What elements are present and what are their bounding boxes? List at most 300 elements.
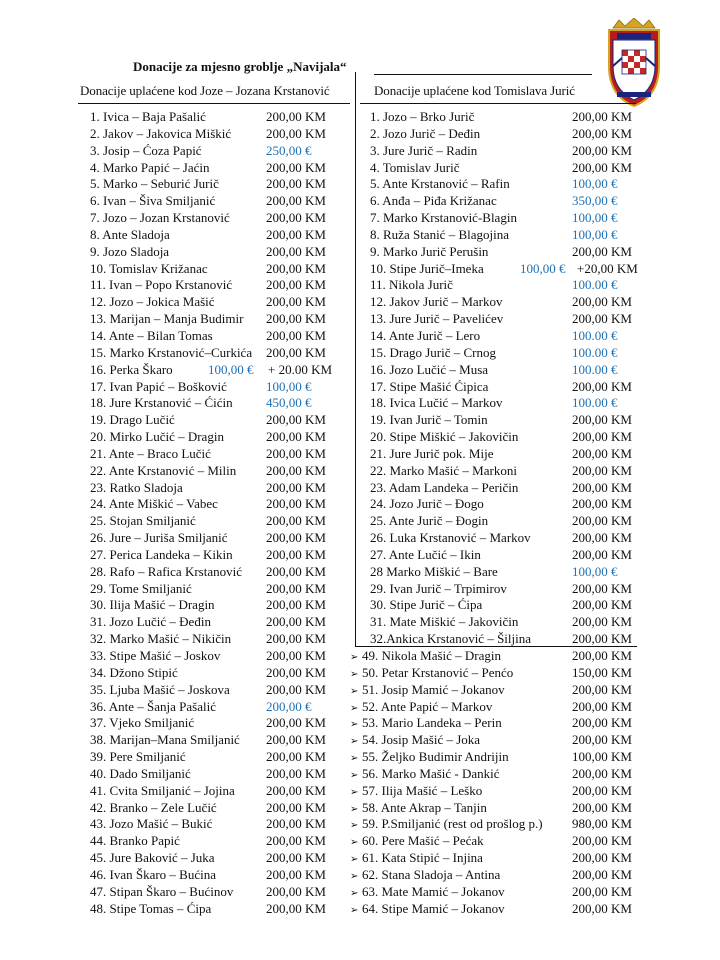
donor-name: 30. Stipe Jurič – Ćipa <box>370 597 483 613</box>
donor-name: 38. Marijan–Mana Smiljanić <box>90 732 240 748</box>
donor-name: 26. Jure – Juriša Smiljanić <box>90 530 228 546</box>
donor-name: 9. Jozo Sladoja <box>90 243 170 259</box>
list-item <box>90 766 356 783</box>
list-item <box>370 160 638 177</box>
list-item <box>370 513 638 530</box>
donor-name: ➢ 54. Josip Mašić – Joka <box>350 732 480 751</box>
donation-amount: 200,00 KM <box>572 243 632 259</box>
right-donation-list <box>370 109 638 648</box>
arrow-bullet-icon: ➢ <box>350 685 359 697</box>
donation-amount: 200,00 KM <box>572 883 632 899</box>
list-item <box>350 816 638 833</box>
donation-amount: 200,00 KM <box>266 648 326 663</box>
donor-name: 35. Ljuba Mašić – Joskova <box>90 681 230 697</box>
donation-extra-amount: + 20.00 KM <box>268 361 333 377</box>
donor-name: 25. Stojan Smiljanić <box>90 513 196 529</box>
list-item <box>370 210 638 227</box>
donation-amount: 200,00 KM <box>266 597 326 613</box>
right-column-header: Donacije uplaćene kod Tomislava Jurić <box>374 83 575 98</box>
list-item <box>90 648 356 665</box>
donor-name: 6. Ivan – Šiva Smiljanić <box>90 193 216 209</box>
list-item <box>370 193 638 210</box>
list-item <box>90 597 356 614</box>
list-item <box>370 631 638 648</box>
list-item <box>350 800 638 817</box>
donation-amount: 100,00 € <box>572 210 618 226</box>
donation-amount: 200,00 KM <box>266 749 326 765</box>
list-item <box>90 261 356 278</box>
donation-amount: 200,00 KM <box>572 631 632 647</box>
donation-amount: 200,00 KM <box>266 681 326 697</box>
donation-amount: 200,00 KM <box>572 681 632 697</box>
donor-name: 9. Marko Jurič Perušin <box>370 243 489 259</box>
donation-amount: 200,00 KM <box>266 732 326 748</box>
list-item <box>90 412 356 429</box>
donation-amount: 200,00 KM <box>266 462 326 478</box>
arrow-bullet-icon: ➢ <box>350 719 359 731</box>
list-item <box>370 345 638 362</box>
donation-amount: 200,00 KM <box>572 546 632 562</box>
donation-amount: 100.00 € <box>572 361 618 377</box>
donation-amount: 200,00 KM <box>266 412 326 428</box>
donor-name: 31. Mate Miškić – Jakovičin <box>370 614 519 630</box>
list-item <box>370 261 638 278</box>
donor-name: 19. Drago Lučić <box>90 412 175 428</box>
donor-name: ➢ 52. Ante Papić – Markov <box>350 699 492 718</box>
list-item <box>90 244 356 261</box>
donor-name: 15. Drago Jurič – Crnog <box>370 344 497 360</box>
donor-name: 4. Tomislav Jurič <box>370 159 460 175</box>
donation-amount: 200,00 KM <box>572 159 632 175</box>
donor-name: 45. Jure Baković – Juka <box>90 850 215 866</box>
donor-name: 33. Stipe Mašić – Joskov <box>90 648 221 663</box>
donor-name: 44. Branko Papić <box>90 833 180 849</box>
donation-amount: 200,00 KM <box>572 698 632 714</box>
donor-name: 17. Ivan Papić – Bošković <box>90 378 227 394</box>
list-item <box>90 345 356 362</box>
donor-name: 34. Džono Stipić <box>90 664 178 680</box>
donation-amount: 200,00 KM <box>572 732 632 748</box>
list-item <box>350 833 638 850</box>
donation-amount: 200,00 KM <box>572 125 632 141</box>
donor-name: 23. Adam Landeka – Peričin <box>370 479 519 495</box>
donor-name: 29. Tome Smiljanić <box>90 580 192 596</box>
list-item <box>370 362 638 379</box>
donation-amount: 200,00 KM <box>572 530 632 546</box>
left-header-rule <box>78 103 350 104</box>
donor-name: ➢ 64. Stipe Mamić – Jokanov <box>350 901 505 920</box>
list-item <box>90 480 356 497</box>
donation-amount: 200,00 KM <box>266 260 326 276</box>
donation-amount: 100,00 € <box>266 378 312 394</box>
donation-amount: 200,00 KM <box>266 226 326 242</box>
donor-name: 28 Marko Miškić – Bare <box>370 563 498 579</box>
donation-amount: 200,00 KM <box>572 765 632 781</box>
donor-name: 8. Ruža Stanić – Blagojina <box>370 226 510 242</box>
list-item <box>90 816 356 833</box>
donor-name: 4. Marko Papić – Jaćin <box>90 159 210 175</box>
donor-name: 29. Ivan Jurič – Trpimirov <box>370 580 507 596</box>
donor-name: ➢ 57. Ilija Mašić – Leško <box>350 783 482 802</box>
list-item <box>90 783 356 800</box>
donor-name: 24. Jozo Jurič – Đogo <box>370 496 484 512</box>
list-item <box>90 884 356 901</box>
donation-amount: 200,00 KM <box>572 850 632 866</box>
donor-name: 1. Jozo – Brko Jurič <box>370 109 475 124</box>
list-item <box>370 176 638 193</box>
list-item <box>90 800 356 817</box>
arrow-bullet-icon: ➢ <box>350 736 359 748</box>
donor-name: 23. Ratko Sladoja <box>90 479 183 495</box>
list-item <box>370 227 638 244</box>
donation-amount: 200,00 KM <box>266 883 326 899</box>
donation-amount: 200,00 KM <box>266 496 326 512</box>
donation-amount: 100.00 € <box>572 277 618 293</box>
donation-amount: 200,00 KM <box>266 816 326 832</box>
donation-amount: 150,00 KM <box>572 664 632 680</box>
donor-name: 11. Nikola Jurič <box>370 277 453 293</box>
list-item <box>370 480 638 497</box>
list-item <box>350 732 638 749</box>
arrow-bullet-icon: ➢ <box>350 702 359 714</box>
arrow-bullet-icon: ➢ <box>350 870 359 882</box>
list-item <box>370 614 638 631</box>
donor-name: 37. Vjeko Smiljanić <box>90 715 195 731</box>
list-item <box>90 715 356 732</box>
donor-name: 32. Marko Mašić – Nikičin <box>90 631 232 647</box>
donor-name: 14. Ante – Bilan Tomas <box>90 327 213 343</box>
left-donation-list <box>90 109 356 918</box>
donation-amount: 100,00 € <box>572 176 618 192</box>
donor-name: ➢ 56. Marko Mašić - Dankić <box>350 766 500 785</box>
donation-amount: 350,00 € <box>572 193 618 209</box>
donation-amount: 200,00 KM <box>266 513 326 529</box>
donor-name: 16. Perka Škaro <box>90 361 173 377</box>
list-item <box>90 277 356 294</box>
arrow-bullet-icon: ➢ <box>350 820 359 832</box>
donation-amount: 200,00 KM <box>266 243 326 259</box>
list-item <box>370 412 638 429</box>
list-item <box>90 547 356 564</box>
donation-amount: 200,00 KM <box>572 715 632 731</box>
list-item <box>90 160 356 177</box>
list-item <box>350 867 638 884</box>
donor-name: 22. Ante Krstanović – Milin <box>90 462 237 478</box>
donation-amount: 200,00 KM <box>266 580 326 596</box>
donation-amount: 200,00 KM <box>572 462 632 478</box>
list-item <box>370 294 638 311</box>
donation-amount: 200,00 KM <box>572 412 632 428</box>
list-item <box>90 193 356 210</box>
list-item <box>90 294 356 311</box>
list-item <box>350 783 638 800</box>
arrow-bullet-icon: ➢ <box>350 769 359 781</box>
arrow-bullet-icon: ➢ <box>350 837 359 849</box>
donor-name: 31. Jozo Lučić – Đeđin <box>90 614 211 630</box>
donation-amount: 200,00 KM <box>572 479 632 495</box>
list-item <box>90 109 356 126</box>
list-item <box>90 530 356 547</box>
donation-amount: 100.00 € <box>572 395 618 411</box>
donation-amount: 100,00 KM <box>572 749 632 765</box>
list-item <box>90 362 356 379</box>
donor-name: 16. Jozo Lučić – Musa <box>370 361 489 377</box>
list-item <box>90 564 356 581</box>
donor-name: 1. Ivica – Baja Pašalić <box>90 109 206 124</box>
donor-name: 15. Marko Krstanović–Curkića <box>90 344 253 360</box>
donor-name: ➢ 51. Josip Mamić – Jokanov <box>350 682 505 701</box>
donation-amount: 200,00 € <box>266 698 312 714</box>
list-item <box>90 749 356 766</box>
donation-amount: 200,00 KM <box>266 109 326 124</box>
donor-name: 18. Jure Krstanović – Ćićin <box>90 395 233 411</box>
donation-amount: 200,00 KM <box>572 445 632 461</box>
list-item <box>90 446 356 463</box>
list-item <box>370 109 638 126</box>
donation-amount: 200,00 KM <box>266 833 326 849</box>
donor-name: 30. Ilija Mašić – Dragin <box>90 597 215 613</box>
donor-name: 5. Ante Krstanović – Rafin <box>370 176 510 192</box>
list-item <box>370 547 638 564</box>
list-item <box>350 665 638 682</box>
donation-amount: 980,00 KM <box>572 816 632 832</box>
donor-name: 20. Mirko Lučić – Dragin <box>90 429 224 445</box>
donation-amount: 200,00 KM <box>266 479 326 495</box>
donor-name: 6. Anđa – Piđa Križanac <box>370 193 497 209</box>
title-underline <box>374 74 592 75</box>
donor-name: 5. Marko – Seburić Jurič <box>90 176 219 192</box>
donation-amount: 200,00 KM <box>266 277 326 293</box>
list-item <box>90 732 356 749</box>
donor-name: 43. Jozo Mašić – Bukić <box>90 816 213 832</box>
donor-name: 41. Cvita Smiljanić – Jojina <box>90 782 235 798</box>
donation-amount: 100,00 € <box>520 260 566 276</box>
donation-amount: 100,00 € <box>572 563 618 579</box>
donor-name: 32.Ankica Krstanović – Šiljina <box>370 631 532 647</box>
list-item <box>370 126 638 143</box>
donation-amount: 200,00 KM <box>572 580 632 596</box>
list-item <box>370 463 638 480</box>
donation-amount: 200,00 KM <box>572 648 632 663</box>
donation-amount: 200,00 KM <box>572 294 632 310</box>
donation-amount: 200,00 KM <box>266 799 326 815</box>
donation-amount: 200,00 KM <box>572 496 632 512</box>
list-item <box>90 311 356 328</box>
list-item <box>90 379 356 396</box>
donor-name: 13. Marijan – Manja Budimir <box>90 311 244 327</box>
arrow-bullet-icon: ➢ <box>350 887 359 899</box>
arrow-bullet-icon: ➢ <box>350 753 359 765</box>
list-item <box>90 631 356 648</box>
donation-amount: 200,00 KM <box>266 614 326 630</box>
list-item <box>370 311 638 328</box>
list-item <box>350 766 638 783</box>
list-item <box>350 699 638 716</box>
donation-amount: 250,00 € <box>266 142 312 158</box>
list-item <box>90 176 356 193</box>
donation-amount: 200,00 KM <box>572 799 632 815</box>
donor-name: ➢ 60. Pere Mašić – Pećak <box>350 833 484 852</box>
list-item <box>90 682 356 699</box>
list-item <box>350 901 638 918</box>
donation-amount: 200,00 KM <box>266 850 326 866</box>
donor-name: 18. Ivica Lučić – Markov <box>370 395 503 411</box>
donation-amount: 200,00 KM <box>572 833 632 849</box>
donor-name: ➢ 63. Mate Mamić – Jokanov <box>350 884 505 903</box>
donation-amount: 200,00 KM <box>266 631 326 647</box>
donor-name: 10. Stipe Jurič–Imeka <box>370 260 484 276</box>
donor-name: ➢ 50. Petar Krstanović – Penćo <box>350 665 513 684</box>
list-item <box>90 496 356 513</box>
donor-name: ➢ 55. Željko Budimir Andrijin <box>350 749 509 768</box>
list-item <box>370 446 638 463</box>
list-item <box>90 699 356 716</box>
donor-name: 36. Ante – Šanja Pašalić <box>90 698 217 714</box>
donor-name: 26. Luka Krstanović – Markov <box>370 530 531 546</box>
donor-name: 27. Perica Landeka – Kikin <box>90 546 233 562</box>
donation-extra-amount: +20,00 KM <box>577 260 638 276</box>
donor-name: 12. Jozo – Jokica Mašić <box>90 294 215 310</box>
list-item <box>90 395 356 412</box>
donor-name: 21. Jure Jurič pok. Mije <box>370 445 494 461</box>
donation-amount: 200,00 KM <box>572 513 632 529</box>
list-item <box>90 227 356 244</box>
donor-name: 11. Ivan – Popo Krstanović <box>90 277 233 293</box>
donation-amount: 100,00 € <box>572 226 618 242</box>
donor-name: 3. Jure Jurič – Radin <box>370 142 478 158</box>
list-item <box>370 244 638 261</box>
donor-name: 17. Stipe Mašić Ćipica <box>370 378 489 394</box>
list-item <box>90 463 356 480</box>
donation-amount: 200,00 KM <box>266 782 326 798</box>
list-item <box>370 277 638 294</box>
list-item <box>90 665 356 682</box>
list-item <box>90 126 356 143</box>
donor-name: 39. Pere Smiljanić <box>90 749 186 765</box>
donor-name: 10. Tomislav Križanac <box>90 260 208 276</box>
donor-name: 8. Ante Sladoja <box>90 226 170 242</box>
list-item <box>350 648 638 665</box>
list-item <box>370 429 638 446</box>
list-item <box>370 379 638 396</box>
list-item <box>90 513 356 530</box>
donation-amount: 200,00 KM <box>572 866 632 882</box>
list-item <box>90 210 356 227</box>
donation-amount: 200,00 KM <box>266 445 326 461</box>
list-item <box>90 614 356 631</box>
arrow-bullet-icon: ➢ <box>350 904 359 916</box>
donor-name: 13. Jure Jurič – Pavelićev <box>370 311 504 327</box>
donor-name: 19. Ivan Jurič – Tomin <box>370 412 488 428</box>
donation-amount: 100.00 € <box>572 344 618 360</box>
donation-amount: 200,00 KM <box>266 715 326 731</box>
donation-amount: 200,00 KM <box>266 344 326 360</box>
right-header-rule <box>360 103 636 104</box>
donation-amount: 200,00 KM <box>266 900 326 916</box>
donation-amount: 200,00 KM <box>572 597 632 613</box>
donor-name: ➢ 58. Ante Akrap – Tanjin <box>350 800 487 819</box>
list-item <box>90 833 356 850</box>
list-item <box>370 143 638 160</box>
donation-amount: 200,00 KM <box>266 125 326 141</box>
donation-amount: 200,00 KM <box>266 294 326 310</box>
list-item <box>350 715 638 732</box>
list-item <box>90 901 356 918</box>
continued-donation-list <box>350 648 638 918</box>
donor-name: 27. Ante Lučić – Ikin <box>370 546 481 562</box>
donation-amount: 200,00 KM <box>266 530 326 546</box>
donor-name: ➢ 49. Nikola Mašić – Dragin <box>350 648 501 667</box>
donor-name: ➢ 61. Kata Stipić – Injina <box>350 850 483 869</box>
donation-amount: 200,00 KM <box>266 327 326 343</box>
donor-name: 2. Jozo Jurič – Deđin <box>370 125 481 141</box>
donation-amount: 200,00 KM <box>572 782 632 798</box>
donor-name: 48. Stipe Tomas – Ćipa <box>90 900 212 916</box>
donor-name: 28. Rafo – Rafica Krstanović <box>90 563 242 579</box>
list-item <box>370 581 638 598</box>
donor-name: 2. Jakov – Jakovica Miškić <box>90 125 232 141</box>
list-item <box>370 530 638 547</box>
list-item <box>90 850 356 867</box>
donation-amount: 200,00 KM <box>266 210 326 226</box>
donation-amount: 100.00 € <box>572 327 618 343</box>
donor-name: ➢ 59. P.Smiljanić (rest od prošlog p.) <box>350 816 543 835</box>
list-item <box>350 682 638 699</box>
donor-name: 14. Ante Jurič – Lero <box>370 327 481 343</box>
donor-name: 20. Stipe Miškić – Jakovičin <box>370 429 519 445</box>
list-item <box>370 328 638 345</box>
list-item <box>350 749 638 766</box>
donor-name: 12. Jakov Jurič – Markov <box>370 294 503 310</box>
donor-name: 46. Ivan Škaro – Bućina <box>90 866 217 882</box>
donor-name: 7. Marko Krstanović-Blagin <box>370 210 517 226</box>
donation-amount: 200,00 KM <box>572 109 632 124</box>
donor-name: 22. Marko Mašić – Markoni <box>370 462 517 478</box>
donation-amount: 200,00 KM <box>266 193 326 209</box>
arrow-bullet-icon: ➢ <box>350 803 359 815</box>
donation-amount: 200,00 KM <box>572 900 632 916</box>
donor-name: 25. Ante Jurič – Đogin <box>370 513 489 529</box>
list-item <box>90 581 356 598</box>
donation-amount: 100,00 € <box>208 361 254 377</box>
donation-amount: 200,00 KM <box>572 614 632 630</box>
donation-amount: 200,00 KM <box>572 429 632 445</box>
donor-name: ➢ 53. Mario Landeka – Perin <box>350 715 502 734</box>
donor-name: 42. Branko – Zele Lučić <box>90 799 217 815</box>
list-item <box>90 429 356 446</box>
arrow-bullet-icon: ➢ <box>350 668 359 680</box>
donation-amount: 200,00 KM <box>266 664 326 680</box>
donation-amount: 200,00 KM <box>266 866 326 882</box>
donor-name: 24. Ante Miškić – Vabec <box>90 496 218 512</box>
donation-amount: 200,00 KM <box>266 563 326 579</box>
list-item <box>370 597 638 614</box>
left-column-header: Donacije uplaćene kod Joze – Jozana Krstanović <box>80 83 330 98</box>
list-item <box>350 850 638 867</box>
coat-of-arms-logo <box>603 18 665 108</box>
document-title: Donacije za mjesno groblje „Navijala“ <box>133 59 347 74</box>
list-item <box>370 564 638 581</box>
donation-amount: 200,00 KM <box>266 546 326 562</box>
donor-name: 21. Ante – Braco Lučić <box>90 445 211 461</box>
donor-name: 47. Stipan Škaro – Bućinov <box>90 883 234 899</box>
donor-name: 3. Josip – Ćoza Papić <box>90 142 202 158</box>
list-item <box>350 884 638 901</box>
donation-amount: 200,00 KM <box>266 429 326 445</box>
donation-amount: 200,00 KM <box>572 311 632 327</box>
donation-amount: 200,00 KM <box>266 159 326 175</box>
arrow-bullet-icon: ➢ <box>350 786 359 798</box>
